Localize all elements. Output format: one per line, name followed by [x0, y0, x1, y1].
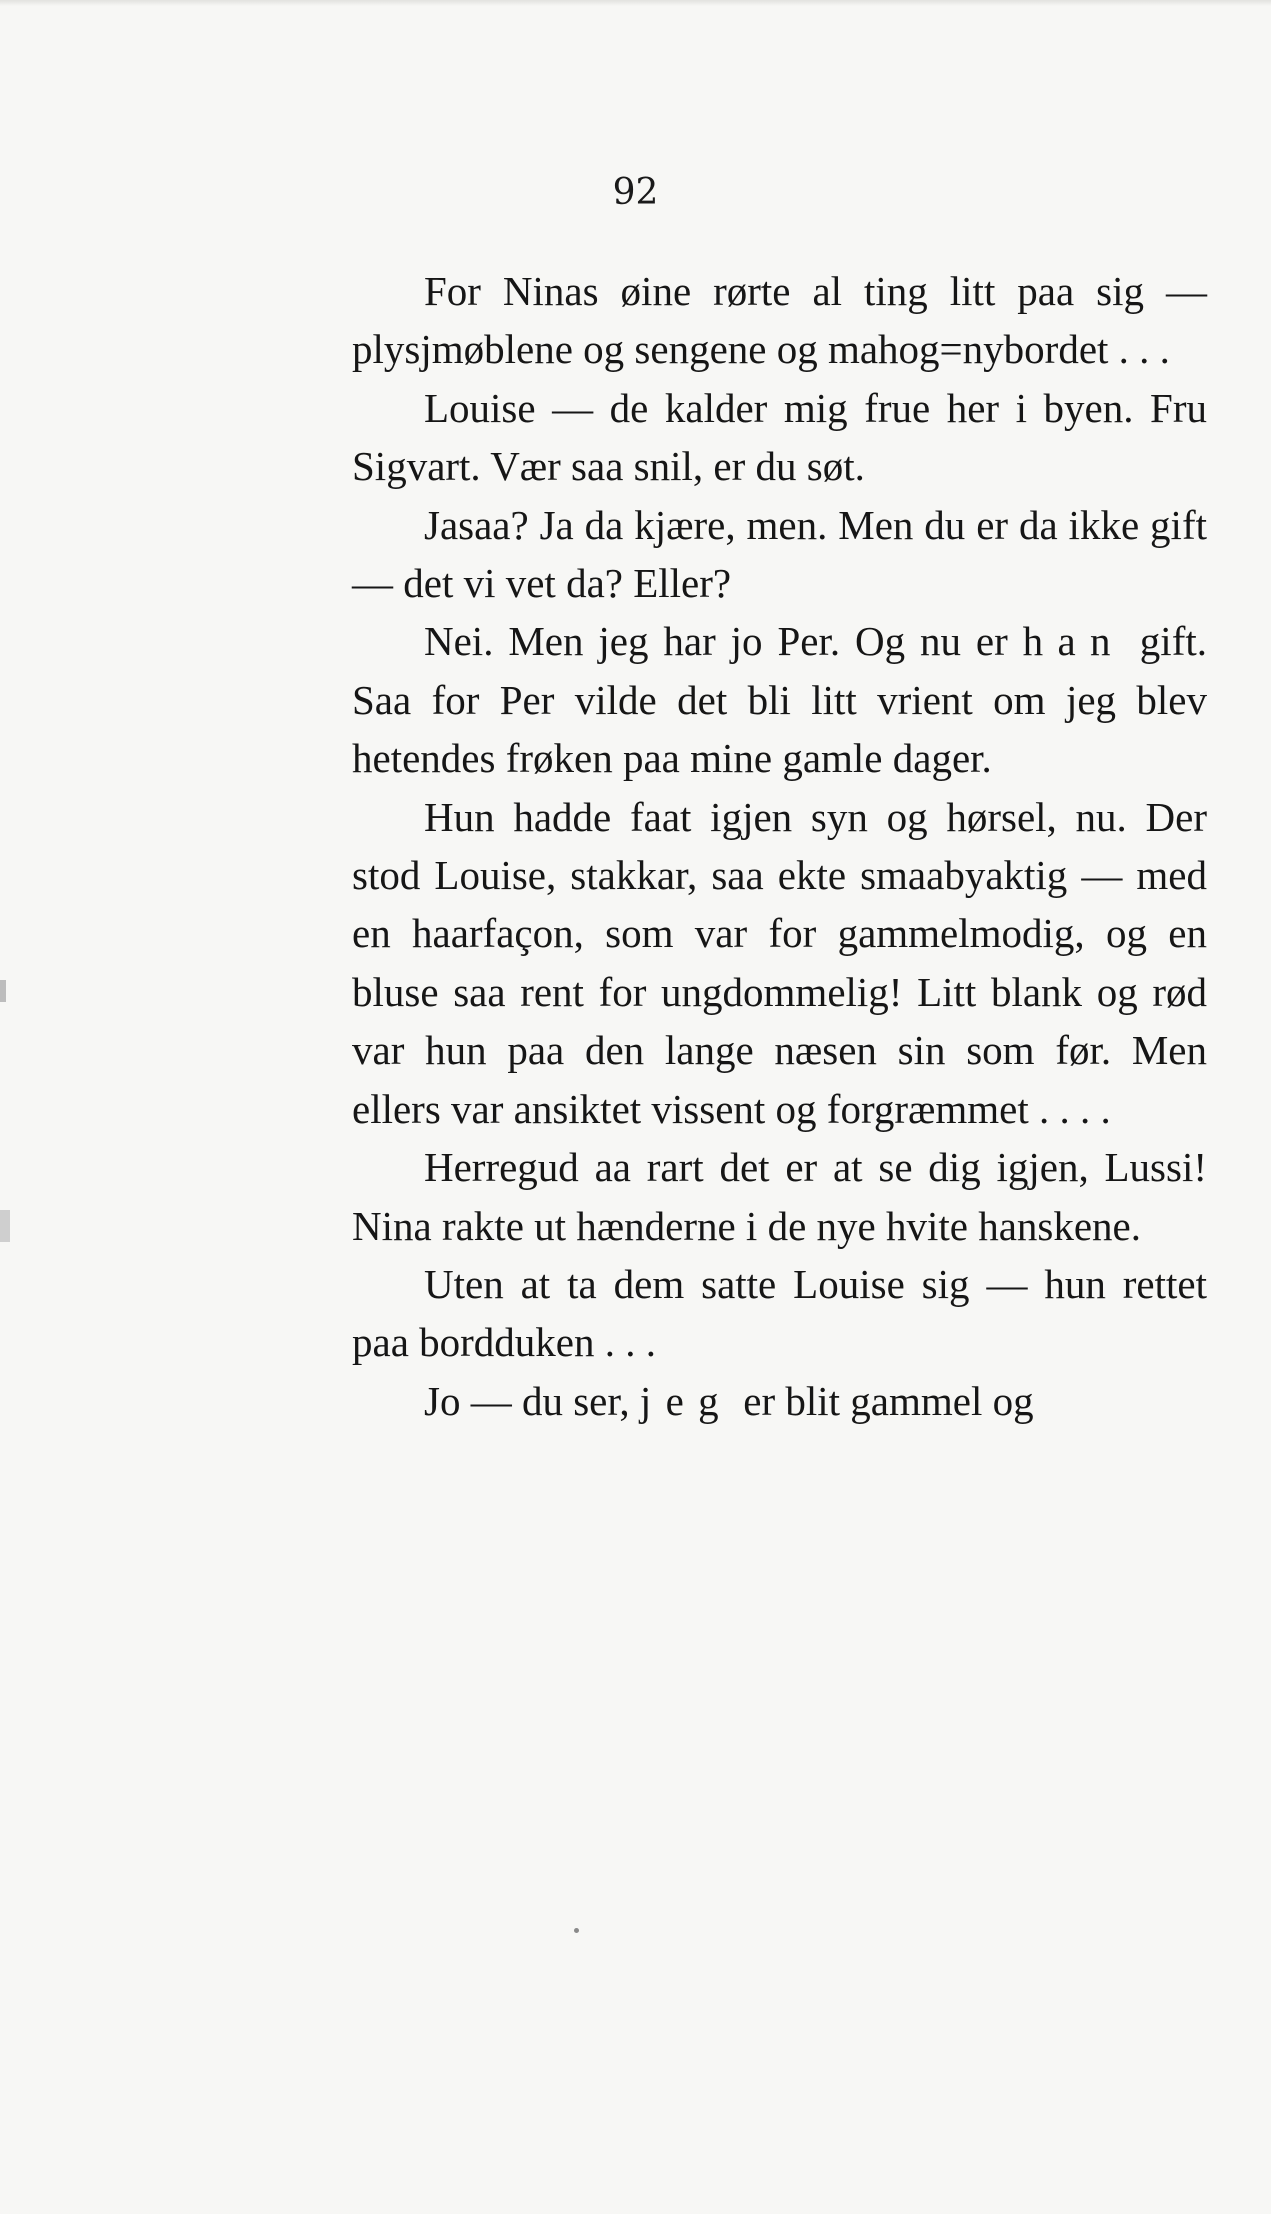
paragraph: [352, 379, 1207, 496]
paragraph: [352, 262, 1207, 379]
scan-edge-mark: [0, 1210, 10, 1242]
paragraph-text: er blit gammel og: [733, 1377, 1034, 1424]
page-number: 92: [612, 172, 659, 213]
paragraph-text: gift. Saa for Per vilde det bli litt vrient om jeg blev hetendes frøken paa mine gamle dager.: [352, 618, 1207, 782]
paragraph: [352, 1255, 1207, 1372]
ink-speck: [574, 1928, 579, 1933]
paragraph: [352, 1138, 1207, 1255]
paragraph: [352, 612, 1207, 787]
paragraph: [352, 788, 1207, 1138]
scan-edge-mark: [0, 980, 6, 1002]
paragraph-text: Louise — de kalder mig frue her i byen. Fru Sigvart. Vær saa snil, er du søt.: [352, 384, 1207, 490]
paragraph-text: Uten at ta dem satte Louise sig — hun rettet paa bordduken . . .: [352, 1260, 1207, 1366]
paragraph-text: Nei. Men jeg har jo Per. Og nu er: [424, 618, 1023, 665]
body-text: [352, 262, 1207, 1430]
emphasized-word: han: [1022, 618, 1125, 665]
paragraph-text: Jo — du ser,: [424, 1377, 640, 1424]
paragraph-text: Jasaa? Ja da kjære, men. Men du er da ikke gift — det vi vet da? Eller?: [352, 501, 1207, 607]
paragraph-text: Herregud aa rart det er at se dig igjen, Lussi! Nina rakte ut hænderne i de nye hvite hanskene.: [352, 1144, 1207, 1249]
paragraph-text: For Ninas øine rørte al ting litt paa sig — plysjmøblene og sengene og mahog=nybordet . . .: [352, 268, 1207, 373]
paragraph: [352, 496, 1207, 613]
paragraph-text: Hun hadde faat igjen syn og hørsel, nu. Der stod Louise, stakkar, saa ekte smaabyaktig — med en haarfaçon, som var for gammelmodig, og en bluse saa rent for ungdommelig! Litt blank og rød var hun paa den lange næsen sin som før. Men ellers var ansiktet vissent og forgræmmet . . . .: [352, 793, 1207, 1132]
emphasized-word: jeg: [639, 1377, 734, 1424]
paragraph: [352, 1372, 1207, 1430]
